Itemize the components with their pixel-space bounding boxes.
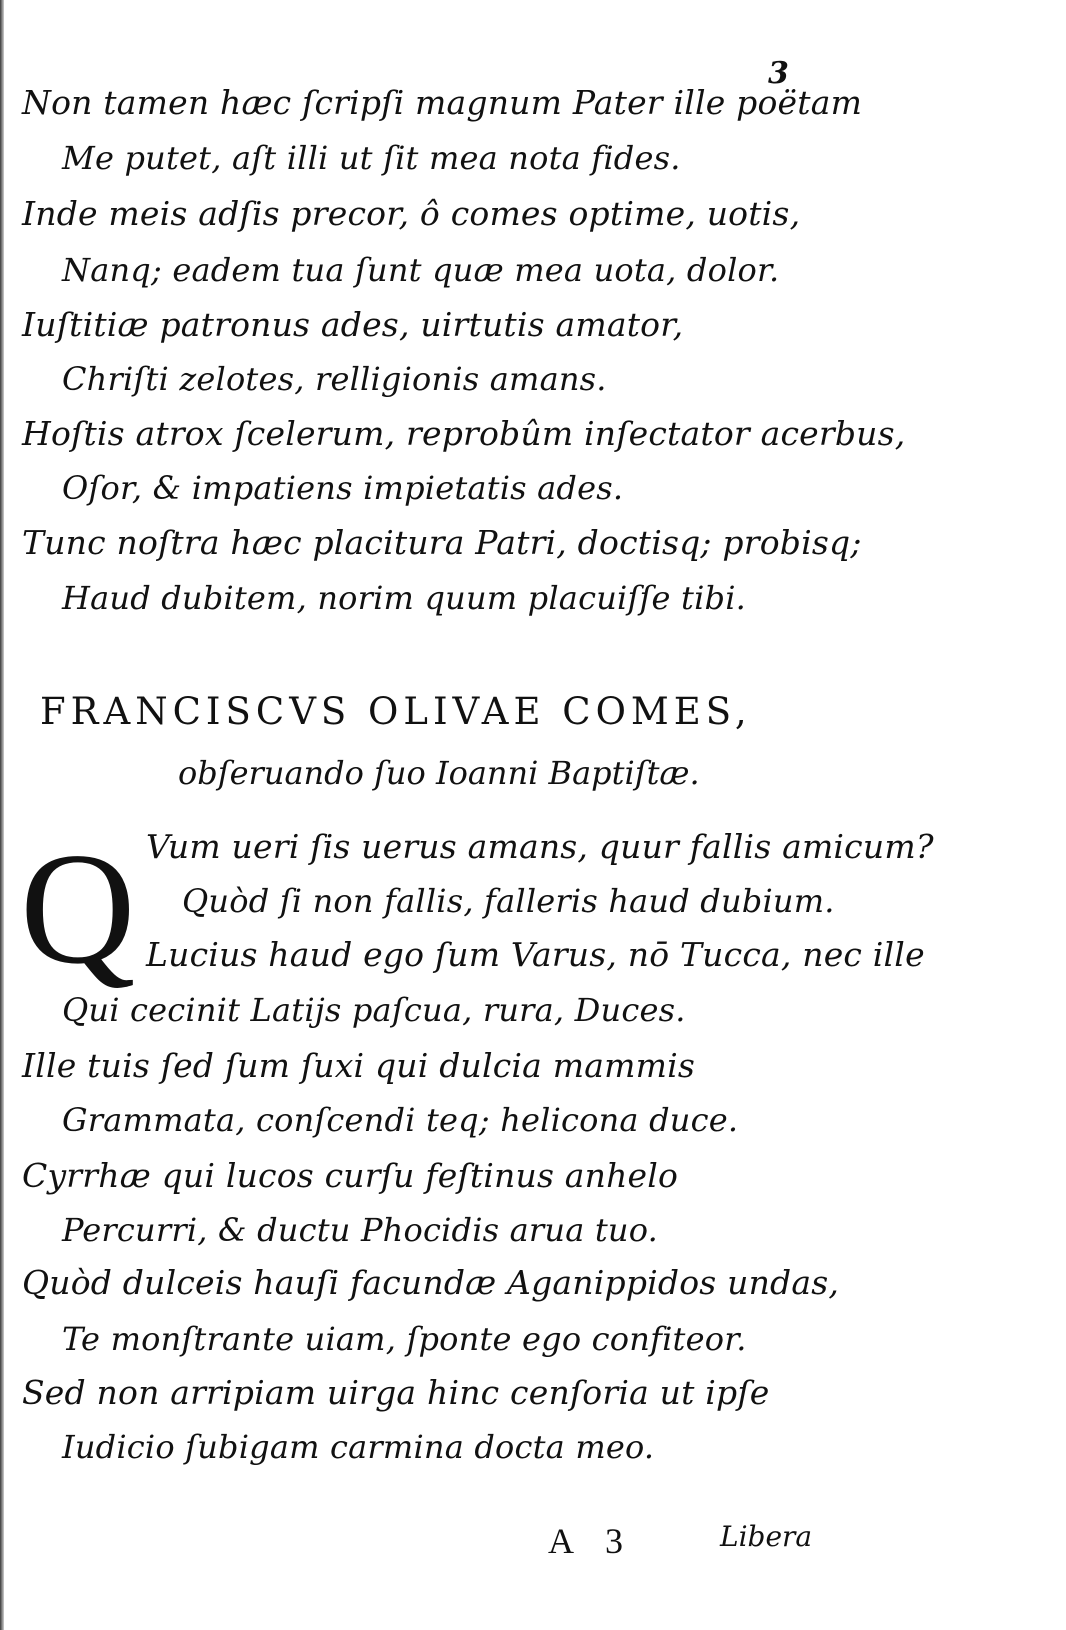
verse-line: Quòd ſi non fallis, falleris haud dubium. xyxy=(182,882,835,920)
verse-line: Grammata, conſcendi teq; helicona duce. xyxy=(62,1101,739,1139)
verse-line: Hoſtis atrox ſcelerum, reprobûm inſectator acerbus, xyxy=(22,414,906,453)
verse-line: Haud dubitem, norim quum placuiſſe tibi. xyxy=(62,579,747,617)
poem-dedication: obſeruando ſuo Ioanni Baptiſtæ. xyxy=(178,754,700,792)
verse-line: Te monſtrante uiam, ſponte ego confiteor. xyxy=(62,1320,747,1358)
verse-line: Sed non arripiam uirga hinc cenſoria ut ipſe xyxy=(22,1373,770,1412)
verse-line: Tunc noſtra hæc placitura Patri, doctisq; probisq; xyxy=(22,523,862,562)
verse-line: Cyrrhæ qui lucos curſu feſtinus anhelo xyxy=(22,1156,679,1195)
catchword: Libera xyxy=(720,1520,813,1553)
page-binding-edge xyxy=(0,0,4,1630)
verse-line: Iudicio ſubigam carmina docta meo. xyxy=(62,1428,655,1466)
verse-line: Vum ueri ſis uerus amans, quur fallis amicum? xyxy=(146,827,934,866)
verse-line: Lucius haud ego ſum Varus, nō Tucca, nec ille xyxy=(146,935,925,974)
verse-line: Qui cecinit Latijs paſcua, rura, Duces. xyxy=(62,991,686,1029)
signature-mark: A 3 xyxy=(548,1521,636,1561)
verse-line: Inde meis adſis precor, ô comes optime, uotis, xyxy=(22,194,801,233)
page-number: 3 xyxy=(768,56,789,91)
verse-line: Oſor, & impatiens impietatis ades. xyxy=(62,469,624,507)
verse-line: Non tamen hæc ſcripſi magnum Pater ille poëtam xyxy=(22,83,863,122)
drop-capital: Q xyxy=(20,819,136,997)
verse-line: Ille tuis ſed ſum ſuxi qui dulcia mammis xyxy=(22,1046,695,1085)
verse-line: Iuſtitiæ patronus ades, uirtutis amator, xyxy=(22,305,684,344)
verse-line: Percurri, & ductu Phocidis arua tuo. xyxy=(62,1211,658,1249)
verse-line: Nanq; eadem tua ſunt quæ mea uota, dolor. xyxy=(62,251,780,289)
verse-line: Quòd dulceis hauſi facundæ Aganippidos undas, xyxy=(22,1263,840,1302)
poem-heading: FRANCISCVS OLIVAE COMES, xyxy=(40,690,752,733)
verse-line: Chriſti zelotes, relligionis amans. xyxy=(62,360,607,398)
verse-line: Me putet, aſt illi ut ſit mea nota fides. xyxy=(62,139,681,177)
